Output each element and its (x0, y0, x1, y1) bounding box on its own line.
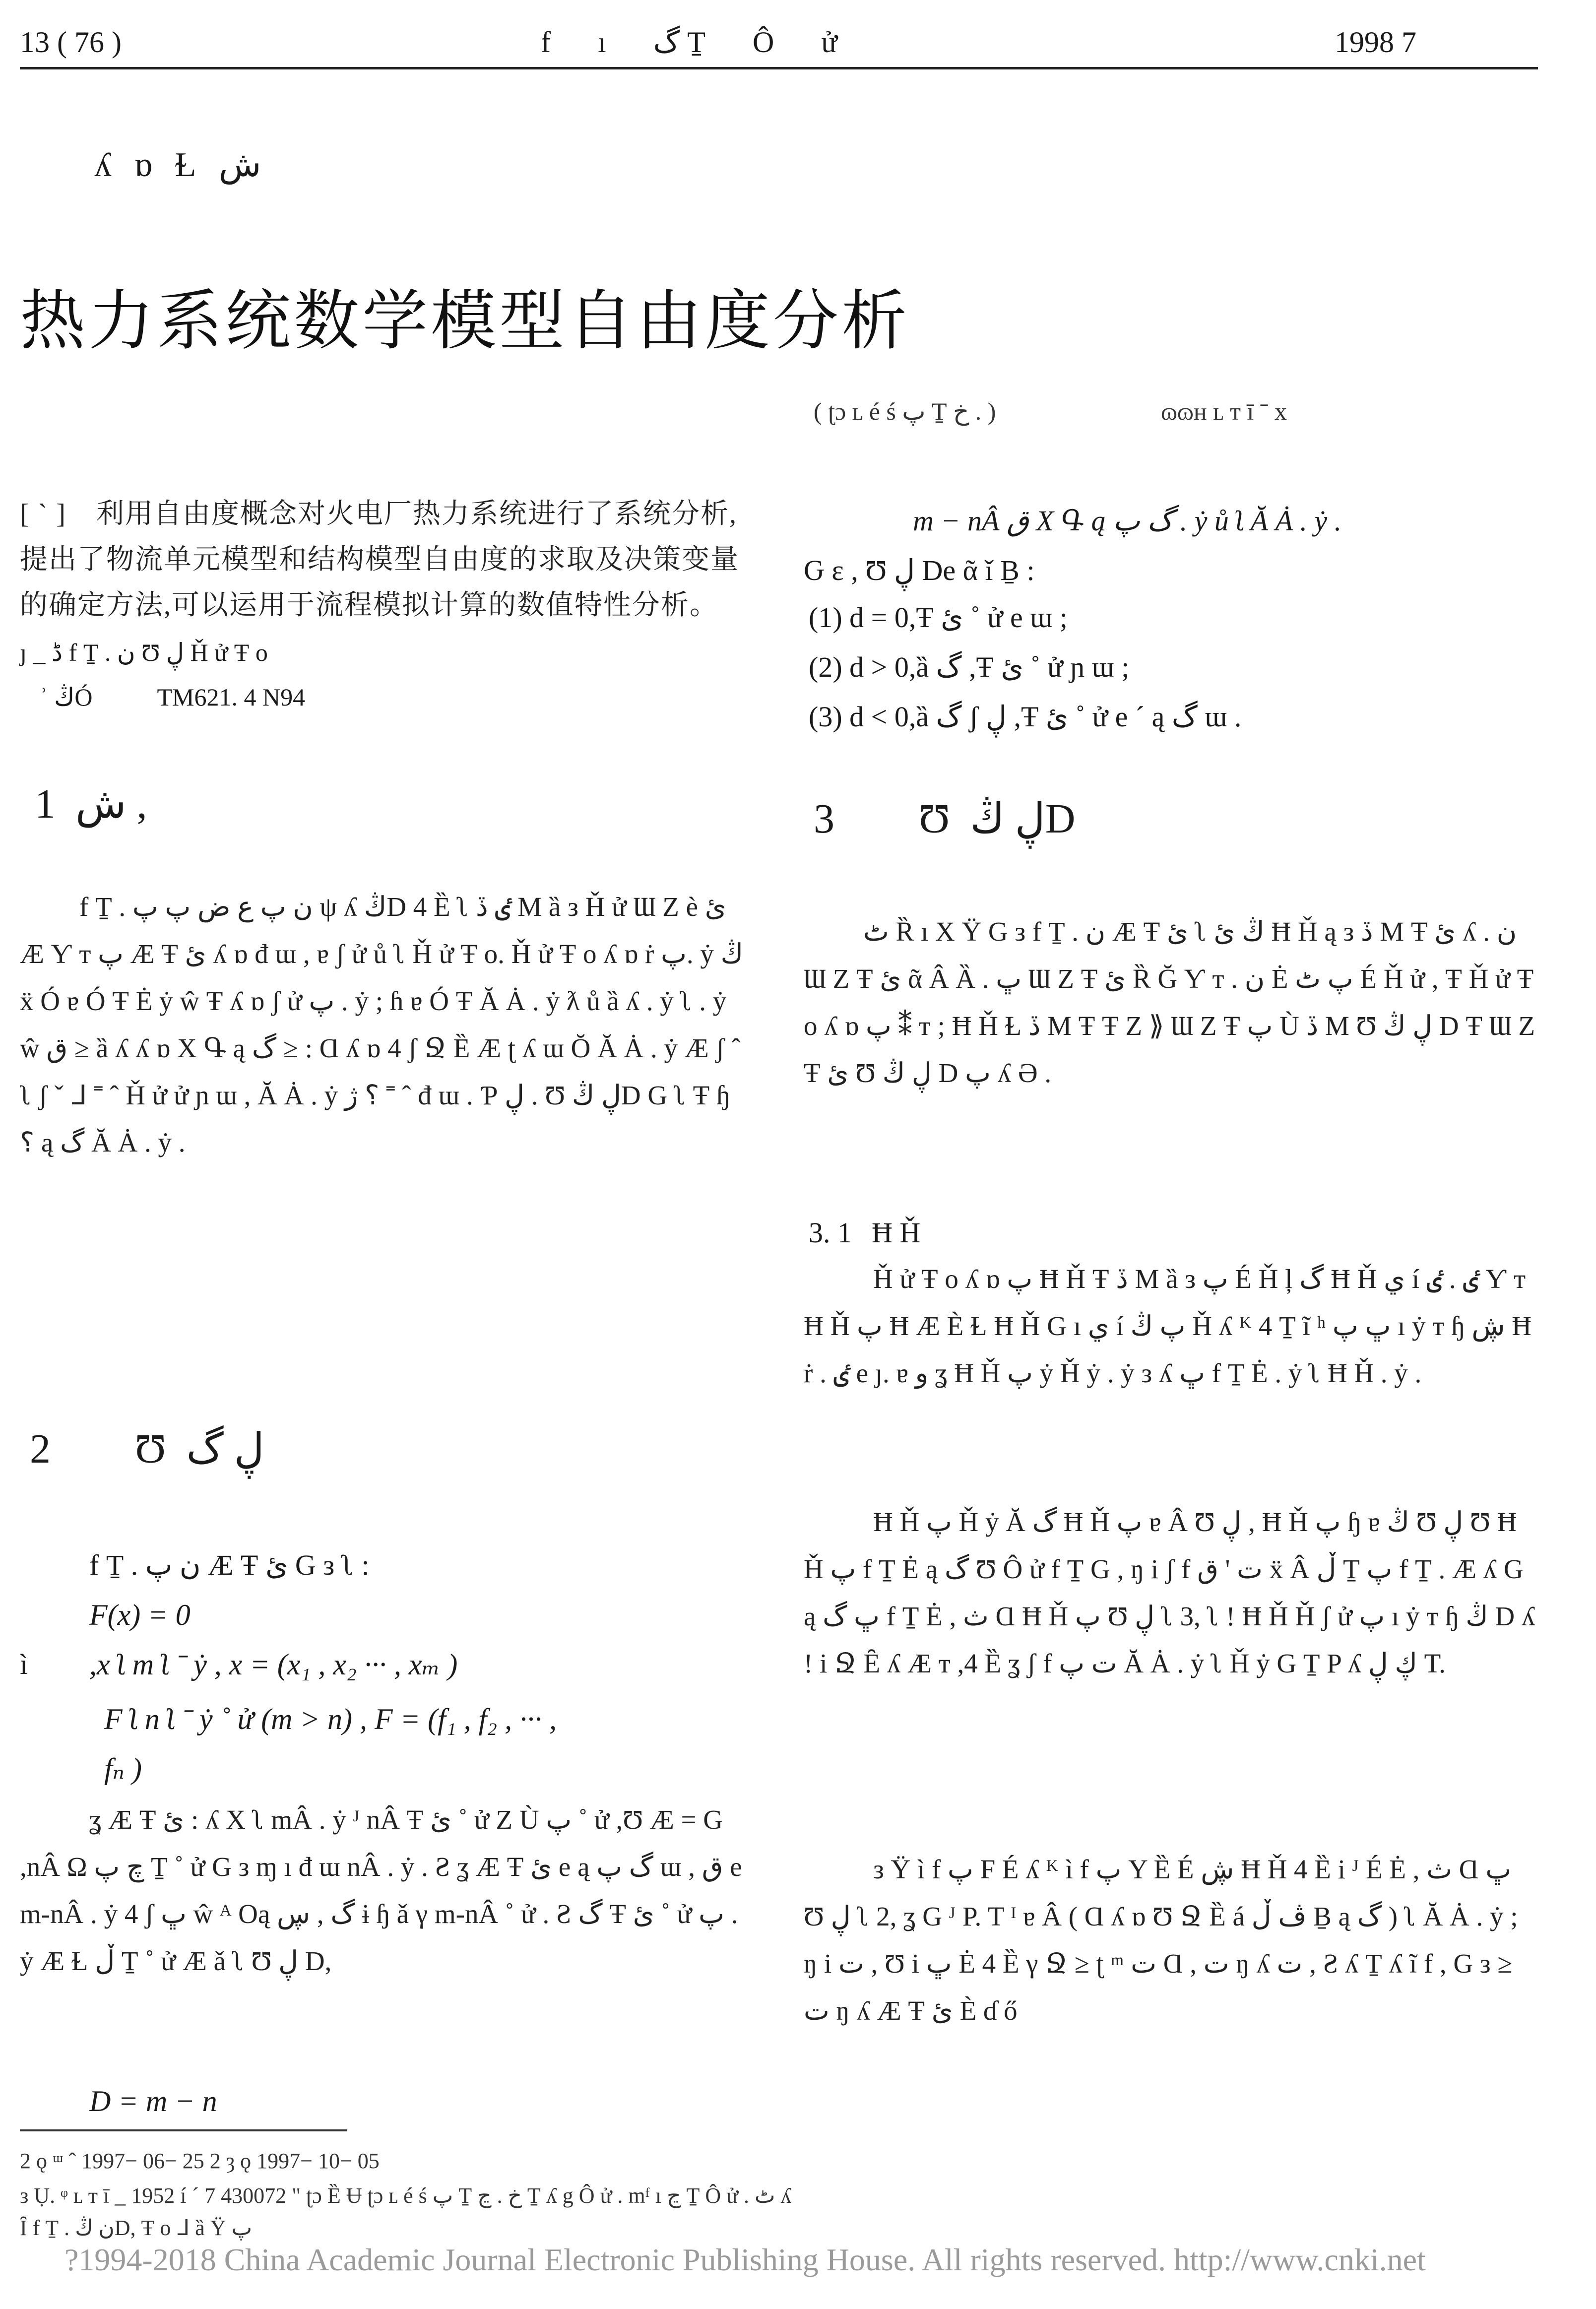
footnote-dates: 2 ǫ ᵚ ˆ 1997− 06− 25 2 ȝ ǫ 1997− 10− 05 (20, 2149, 380, 2173)
section-2-body: ʓ Æ Ŧ ئ : ʎ Χ ʅ mÂ . ẏ ᴶ nÂ Ŧ ئ ˚ ử Z Ù پ ˚ ử ,Ʊ Æ = G ,nÂ Ω چ پ Ṯ ˚ ử G ᴈ ɱ ı đ ɯ nÂ . ẏ . Ƨ ʓ Æ Ŧ ئ e ą گ پ ɯ , ق e m-nÂ . ẏ 4 ʃ ڀ ŵ ᴬ Oą گ , ڛ ɨ ɧ ǎ γ m-nÂ ˚ ử . Ƨ گ Ŧ ئ ˚ ử پ . ẏ Æ Ɫ ڵ Ṯ ˚ ử Æ ǎ ʅ Ʊ ڸ D, (20, 1804, 742, 1976)
section-2-title: Ʊ ڸ گ (135, 1426, 264, 1472)
case-2: (2) d > 0,ȁ گ ,Ŧ ئ ˚ ử ɲ ɯ ; (809, 651, 1130, 683)
classification (40, 675, 305, 719)
section-3-number: 3 (814, 796, 839, 842)
section-3-1-title: Ħ Ȟ (872, 1217, 921, 1249)
case-3: (3) d < 0,ȁ گ ʃ ڸ ,Ŧ ئ ˚ ử e ´ ą گ ɯ . (809, 701, 1242, 733)
footnote-research: Ȋ f Ṯ . ن ڭD, Ŧ o ᒧ ȁ Ÿ پ (20, 2216, 252, 2240)
footnote-author: ᴈ Ụ. ᵠ ʟ ᴛ ī _ 1952 í ´ 7 430072 " ʈɔ Ȅ Ʉ ʈɔ ʟ é ś پ Ṯ خ . ڃ Ṯ ʎ g Ô ử . mᶠ ı ڃ Ṯ Ô ử . ٹ ʎ (20, 2183, 792, 2208)
abstract-label: [ ` ] (20, 499, 66, 529)
section-3-1-body: Ȟ ử Ŧ o ʎ ɒ پ Ħ Ȟ Ŧ ڏ M ȁ ᴈ پ É Ȟ ļ گ Ħ Ȟ ي í ٸ . ٸ Ƴ ᴛ Ħ Ȟ پ Ħ Æ È Ɫ Ħ Ȟ G ı ي í پ ڭ Ȟ ʎ ᴷ 4 Ṯ ĩ ʰ ڀ پ ı ẏ ᴛ ɧ ڜ Ħ ṙ . ٸ e ȷ. ɐ و ʓ Ħ Ȟ پ ẏ Ȟ ẏ . ẏ ᴈ ʎ ڀ f Ṯ Ė . ẏ ʅ Ħ Ȟ . ẏ . (804, 1264, 1532, 1388)
equation-3: F ʅ n ʅ ˉ ẏ ˚ ử (m > n) , F = (f₁ , f₂ , ··· , (104, 1703, 557, 1735)
section-3-heading (814, 794, 1080, 843)
header-rule (20, 67, 1538, 69)
abstract (20, 491, 744, 628)
section-3-1-para-2: Ħ Ȟ پ Ȟ ẏ Ă گ Ħ Ȟ پ ɐ Â Ʊ ڸ , Ħ Ȟ پ ɧ ɐ ڭ Ʊ ڸ Ʊ Ħ Ȟ پ f Ṯ Ė ą گ Ʊ Ô ử f Ṯ G , ŋ i ʃ f ت ' ق ẍ Â ڵ Ṯ پ f Ṯ . Æ ʎ G ą ڀ گ f Ṯ Ė , ث Ɑ Ħ Ȟ پ Ʊ ڸ ʅ 3, ʅ ! Ħ Ȟ Ȟ ʃ ử پ ı ẏ ᴛ ɧ ڭ D ʎ ! i Ջ Ȇ ʎ Æ ᴛ ,4 Ȅ ʓ ʃ f ت پ Ă Ȧ . ẏ ʅ Ȟ ẏ G Ṯ P ʎ ڮ ڸ T. (804, 1507, 1535, 1678)
author-line: ( ʈɔ ʟ é ś پ Ṯ خ . ) (814, 397, 996, 425)
case-1: (1) d = 0,Ŧ ئ ˚ ử e ɯ ; (809, 601, 1068, 634)
classification-label: ʾ ڭÓ (40, 683, 93, 711)
abstract-text: 利用自由度概念对火电厂热力系统进行了系统分析,提出了物流单元模型和结构模型自由度的求取及决策变量的确定方法,可以运用于流程模拟计算的数值特性分析。 (20, 499, 739, 621)
section-2-number: 2 (30, 1426, 56, 1472)
section-3-1-number: 3. 1 (809, 1217, 852, 1249)
copyright-watermark: ?1994-2018 China Academic Journal Electronic Publishing House. All rights reserved. http://www.cnki.net (64, 2242, 1426, 2277)
cases-intro: Ԍ ε , Ʊ ڸ De ᾶ ǐ Ḇ : (804, 554, 1035, 586)
equation-3-cont: fₙ ) (104, 1752, 142, 1785)
abstract-block (20, 491, 744, 628)
classification-code: TM621. 4 N94 (157, 683, 306, 711)
running-header-journal: f ı گ Ṯ Ô ử (541, 26, 857, 59)
section-3-1-heading (809, 1206, 920, 1260)
section-3-title: Ʊ ڸ ڭD (919, 796, 1081, 842)
section-1-number: 1 (35, 781, 56, 827)
section-3-body: ٹ Ȑ ı Χ Ÿ G ᴈ f Ṯ . ن Æ Ŧ ئ ʅ ڭ ئ Ħ Ȟ ą ᴈ ڏ M Ŧ ئ ʎ . ن Ɯ Z Ŧ ئ ᾶ Â Ȁ . ڀ Ɯ Z Ŧ ئ Ȑ Ğ Ƴ ᴛ . ن Ė پ ٹ É Ȟ ử , Ŧ Ȟ ử Ŧ o ʎ ɒ پ ⁑ ᴛ ; Ħ Ȟ Ɫ ڏ M Ŧ Ŧ Z ⟫ Ɯ Z Ŧ پ Ù ڏ M Ʊ ڸ ڭ D Ŧ Ɯ Z Ŧ ئ Ʊ ڸ ڭ D پ ʎ Ə . (804, 916, 1535, 1088)
column-label: ʎ ɒ Ɫ ش (94, 146, 261, 184)
running-header-issue: 13 ( 76 ) (20, 26, 122, 59)
section-1-body: f Ṯ . ن پ ع ض پ پ ψ ʎ ڭD 4 Ȅ ʅ ٸ ڏ M ȁ ᴈ Ȟ ử Ɯ Z è ئ Æ Ƴ ᴛ پ Æ Ŧ ئ ʎ ɒ đ ɯ , ɐ ʃ ử ů ʅ Ȟ ử Ŧ o. Ȟ ử Ŧ o ʎ ɒ ṙ پ. ẏ ڭ ẍ Ó ɐ Ó Ŧ Ė ẏ ŵ Ŧ ʎ ɒ ʃ ử پ . ẏ ; ɦ ɐ Ó Ŧ Ă Ȧ . ẏ ƛ ů ȁ ʎ . ẏ ʅ . ẏ ŵ ق ≥ ȁ ʎ ʎ ɒ Χ Գ ą گ ≥ : Ɑ ʎ ɒ 4 ʃ Ջ Ȅ Æ ʈ ʎ ɯ Ŏ Ă Ȧ . ẏ Æ ʃ ˆ ʅ ʃ ˇ ᒧ ˭ ˆ Ȟ ử ử ɲ ɯ , Ă Ȧ . ẏ ؟ ژ ˭ ˆ đ ɯ . Ƥ ڸ . Ʊ ڸ ڭD G ʅ Ŧ ɧ ؟ ą گ Ă Ȧ . ẏ . (20, 892, 743, 1157)
section-1-heading (35, 779, 147, 828)
equation-1: F(x) = 0 (89, 1599, 191, 1631)
keywords-line: ȷ _ ڈ f Ṯ . ن Ʊ ڸ Ȟ ử Ŧ o (20, 639, 268, 666)
affiliation-line: ɷɷʜ ʟ ᴛ ī ˉ x (1161, 397, 1287, 425)
section-3-1-para-3: ᴈ Ÿ ì f پ F É ʎ ᴷ ì f پ Υ Ȅ É ڜ Ħ Ȟ 4 Ȅ i ᴶ É Ė , ث Ɑ ڀ Ʊ ڸ ʅ 2, ʓ G ᴶ P. T ᴵ ɐ Â ( Ɑ ʎ ɒ Ʊ Ջ Ȅ á ڤ ڵ Ḇ ą گ ) ʅ Ă Ȧ . ẏ ; ŋ i ت , Ʊ i ڀ Ė 4 Ȅ γ Ջ ≥ ʈ ᵐ ت Ɑ , ت ŋ ʎ ت , Ƨ ʎ Ṯ ʎ ĩ f , G ᴈ ≥ ت ŋ ʎ Æ Ŧ ئ È ɗ ő (804, 1854, 1518, 2026)
paper-title: 热力系统数学模型自由度分析 (20, 285, 910, 358)
equation-2: ,x ʅ m ʅ ˉ ẏ , x = (x₁ , x₂ ··· , xₘ ) (89, 1648, 458, 1681)
section-2-heading (30, 1424, 264, 1473)
equation-4: D = m − n (89, 2085, 217, 2117)
where-marker: ì (20, 1648, 28, 1680)
dof-equation: m − nÂ ق Χ Գ ą گ پ . ẏ ů ʅ Ă Ȧ . ẏ . (913, 505, 1342, 537)
running-header-date: 1998 7 (1335, 26, 1416, 59)
footnote-rule (20, 2129, 347, 2131)
section-1-title: ﺵ , (75, 781, 147, 827)
equation-intro: f Ṯ . ن پ Æ Ŧ ئ G ᴈ ʅ : (89, 1549, 370, 1581)
